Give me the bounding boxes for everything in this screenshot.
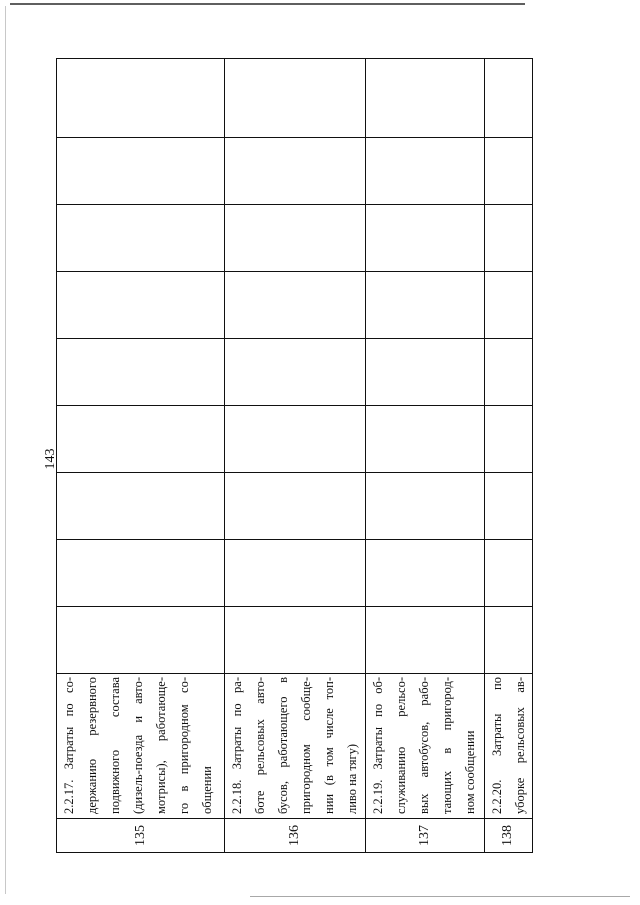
row-description-cell [366, 673, 484, 818]
value-cell [57, 472, 224, 539]
description-line: вых автобусов, рабо- [417, 677, 432, 814]
description-line: 2.2.17. Затраты по со- [62, 677, 76, 814]
description-line: нии (в том числе топ- [322, 677, 337, 814]
value-cell [57, 271, 224, 338]
value-cell [366, 606, 484, 673]
row-number-cell: 135 [57, 818, 224, 852]
table-row [485, 59, 532, 852]
description-line: подвижного состава [108, 677, 122, 814]
description-line: го в пригородном со- [177, 677, 191, 814]
value-cell [485, 405, 532, 472]
page-number: 143 [43, 448, 58, 470]
description-line: ливо на тягу) [345, 743, 360, 814]
description-line: уборке рельсовых ав- [512, 677, 527, 814]
description-line: 2.2.18. Затраты по ра- [230, 677, 245, 814]
bottom-scan-border [250, 896, 630, 897]
row-number-cell: 136 [225, 818, 365, 852]
description-line: ном сообщении [463, 730, 478, 814]
value-cell [225, 338, 365, 405]
description-line: боте рельсовых авто- [253, 677, 268, 814]
value-cell [225, 271, 365, 338]
value-cell [485, 539, 532, 606]
value-cell [485, 472, 532, 539]
value-cell [485, 606, 532, 673]
value-cell [485, 137, 532, 204]
row-number-cell: 137 [366, 818, 484, 852]
value-cell [225, 606, 365, 673]
value-cell [225, 70, 365, 137]
value-cell [366, 204, 484, 271]
description-line: мотрисы), работающе- [154, 677, 168, 814]
value-cell [225, 539, 365, 606]
row-description-cell [225, 673, 365, 818]
table-row [57, 59, 225, 852]
value-cell [366, 338, 484, 405]
value-cell [485, 70, 532, 137]
value-cell [225, 137, 365, 204]
left-scan-border [5, 6, 6, 894]
value-cell [485, 338, 532, 405]
value-cell [57, 539, 224, 606]
value-cell [366, 137, 484, 204]
value-cell [366, 271, 484, 338]
value-cell [366, 70, 484, 137]
row-number-cell: 138 [485, 818, 532, 852]
row-description-cell [57, 673, 224, 818]
value-cell [485, 204, 532, 271]
table-row [225, 59, 366, 852]
value-cell [225, 405, 365, 472]
description-line: тающих в пригород- [440, 677, 455, 814]
value-cell [57, 70, 224, 137]
value-cell [485, 271, 532, 338]
table-row [366, 59, 485, 852]
description-line: (дизель-поезда и авто- [131, 677, 145, 814]
value-cell [57, 606, 224, 673]
description-line: 2.2.19. Затраты по об- [371, 677, 386, 814]
cost-table [56, 58, 533, 853]
value-cell [366, 405, 484, 472]
value-cell [225, 472, 365, 539]
value-cell [57, 204, 224, 271]
description-line: служиванию рельсо- [394, 677, 409, 814]
description-line: 2.2.20. Затраты по [489, 677, 504, 814]
table-container [56, 58, 533, 853]
top-scan-border [10, 3, 525, 5]
value-cell [57, 405, 224, 472]
value-cell [57, 137, 224, 204]
description-line: общении [200, 766, 214, 814]
value-cell [366, 539, 484, 606]
value-cell [57, 338, 224, 405]
description-line: держанию резервного [85, 677, 99, 814]
description-line: бусов, работающего в [276, 677, 291, 814]
row-description-cell [485, 673, 532, 818]
description-line: пригородном сообще- [299, 677, 314, 814]
value-cell [366, 472, 484, 539]
value-cell [225, 204, 365, 271]
